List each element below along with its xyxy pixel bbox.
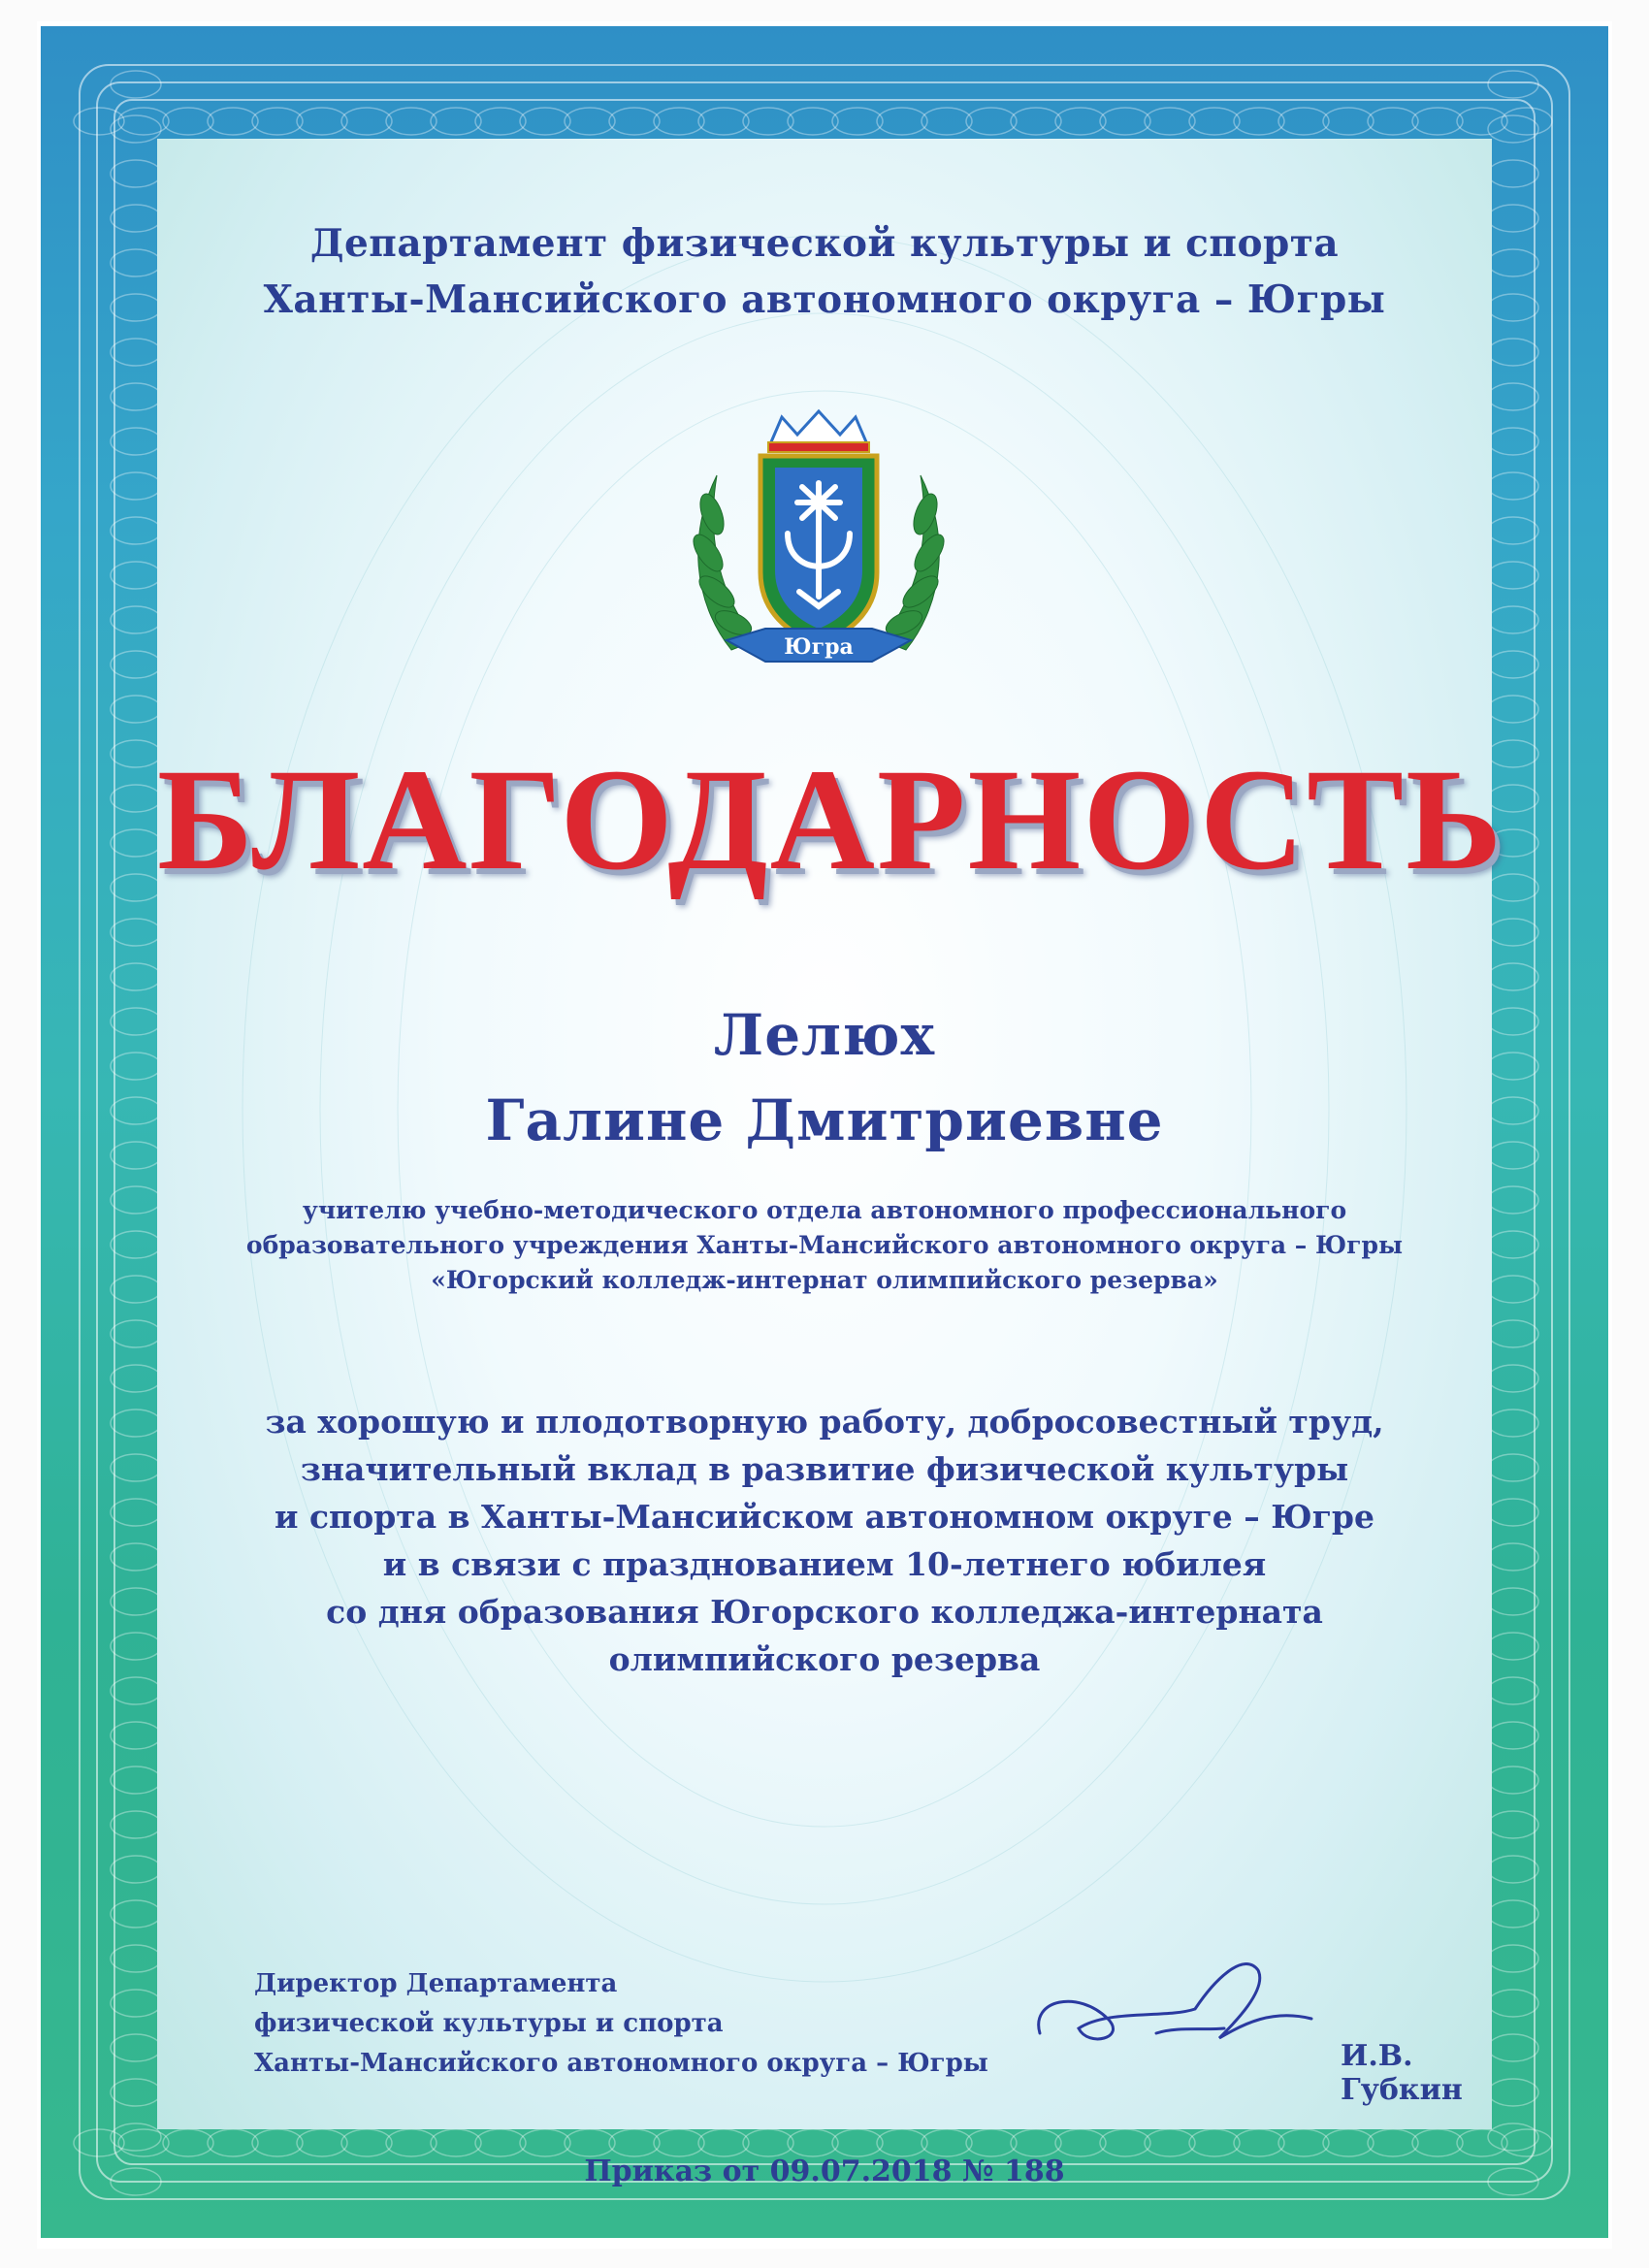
recipient-name <box>157 992 1492 1163</box>
certificate-body <box>157 139 1504 2188</box>
signatory-line-1: Директор Департамента <box>254 1969 618 1998</box>
handwritten-signature <box>1020 1941 1331 2067</box>
emblem-ribbon-text: Югра <box>784 634 854 660</box>
certificate-frame <box>41 26 1608 2238</box>
recipient-position <box>157 1193 1492 1298</box>
department-line-1: Департамент физической культуры и спорта <box>309 221 1340 266</box>
reason-line-2: значительный вклад в развитие физической культуры <box>300 1450 1349 1488</box>
khmao-coat-of-arms-emblem <box>673 407 964 689</box>
signatory-title <box>254 1964 988 2084</box>
signatory-line-2: физической культуры и спорта <box>254 2009 724 2038</box>
recipient-given-names: Галине Дмитриевне <box>485 1087 1164 1153</box>
certificate-title: БЛАГОДАРНОСТЬ <box>157 739 1504 900</box>
award-reason <box>157 1398 1492 1683</box>
signatory-line-3: Ханты-Мансийского автономного округа – Югры <box>254 2049 988 2078</box>
position-line-1: учителю учебно-методического отдела автономного профессионального <box>302 1196 1347 1224</box>
reason-line-4: и в связи с празднованием 10-летнего юбилея <box>382 1545 1267 1583</box>
department-header <box>157 215 1492 328</box>
order-reference: Приказ от 09.07.2018 № 188 <box>584 2155 1065 2188</box>
reason-line-1: за хорошую и плодотворную работу, добросовестный труд, <box>265 1403 1384 1441</box>
position-line-3: «Югорский колледж-интернат олимпийского резерва» <box>431 1266 1218 1294</box>
reason-line-5: со дня образования Югорского колледжа-интерната <box>326 1593 1323 1631</box>
signatory-name: И.В. Губкин <box>1341 2039 1463 2107</box>
reason-line-3: и спорта в Ханты-Мансийском автономном округе – Югре <box>274 1498 1375 1536</box>
recipient-surname: Лелюх <box>713 1002 936 1068</box>
department-line-2: Ханты-Мансийского автономного округа – Югры <box>263 277 1386 322</box>
reason-line-6: олимпийского резерва <box>608 1640 1041 1678</box>
position-line-2: образовательного учреждения Ханты-Мансийского автономного округа – Югры <box>245 1231 1404 1259</box>
